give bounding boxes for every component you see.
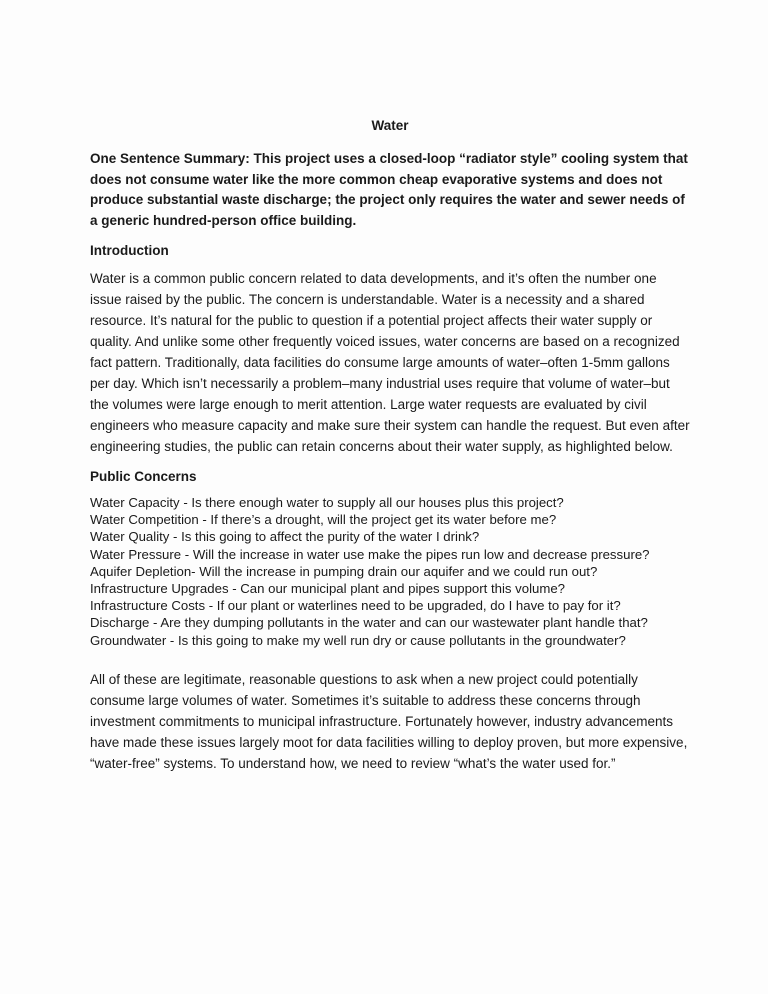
concern-item: Water Capacity - Is there enough water to supply all our houses plus this project? (90, 495, 564, 510)
concern-item: Discharge - Are they dumping pollutants in the water and can our wastewater plant handle that? (90, 615, 648, 631)
document-body (90, 118, 690, 786)
concern-item: Groundwater - Is this going to make my well run dry or cause pollutants in the groundwater? (90, 632, 626, 648)
concern-item: Infrastructure Costs - If our plant or waterlines need to be upgraded, do I have to pay for it? (90, 598, 621, 614)
concern-item: Water Competition - If there’s a drought, will the project get its water before me? (90, 512, 557, 528)
summary-paragraph: One Sentence Summary: This project uses a closed-loop “radiator style” cooling system that does not consume water like the more common cheap evaporative systems and does not produce substantial waste discharge; the project only requires the water and sewer needs of a generic hundred-person office building. (90, 151, 688, 228)
concern-item: Infrastructure Upgrades - Can our municipal plant and pipes support this volume? (90, 581, 566, 597)
concern-item: Water Quality - Is this going to affect the purity of the water I drink? (90, 529, 480, 545)
public-concerns-list (90, 494, 690, 649)
introduction-paragraph: Water is a common public concern related to data developments, and it’s often the number one issue raised by the public. The concern is understandable. Water is a necessity and a shared resource. It’s natural for the public to question if a potential project affects their water supply or quality. And unlike some other frequently voiced issues, water concerns are based on a recognized fact pattern. Traditionally, data facilities do consume large amounts of water–often 1-5mm gallons per day. Which isn’t necessarily a problem–many industrial uses require that volume of water–but the volumes were large enough to merit attention. Large water requests are evaluated by civil engineers who measure capacity and make sure their system can handle the request. But even after engineering studies, the public can retain concerns about their water supply, as highlighted below. (90, 271, 690, 454)
introduction-heading: Introduction (90, 243, 169, 258)
public-concerns-heading: Public Concerns (90, 469, 197, 484)
concern-item: Aquifer Depletion- Will the increase in pumping drain our aquifer and we could run out? (90, 563, 598, 579)
page-title: Water (371, 118, 409, 133)
closing-paragraph: All of these are legitimate, reasonable questions to ask when a new project could potentially consume large volumes of water. Sometimes it’s suitable to address these concerns through investment commitments to municipal infrastructure. Fortunately however, industry advancements have made these issues largely moot for data facilities willing to deploy proven, but more expensive, “water-free” systems. To understand how, we need to review “what’s the water used for.” (90, 671, 688, 771)
concern-item: Water Pressure - Will the increase in water use make the pipes run low and decrease pressure? (90, 546, 650, 562)
